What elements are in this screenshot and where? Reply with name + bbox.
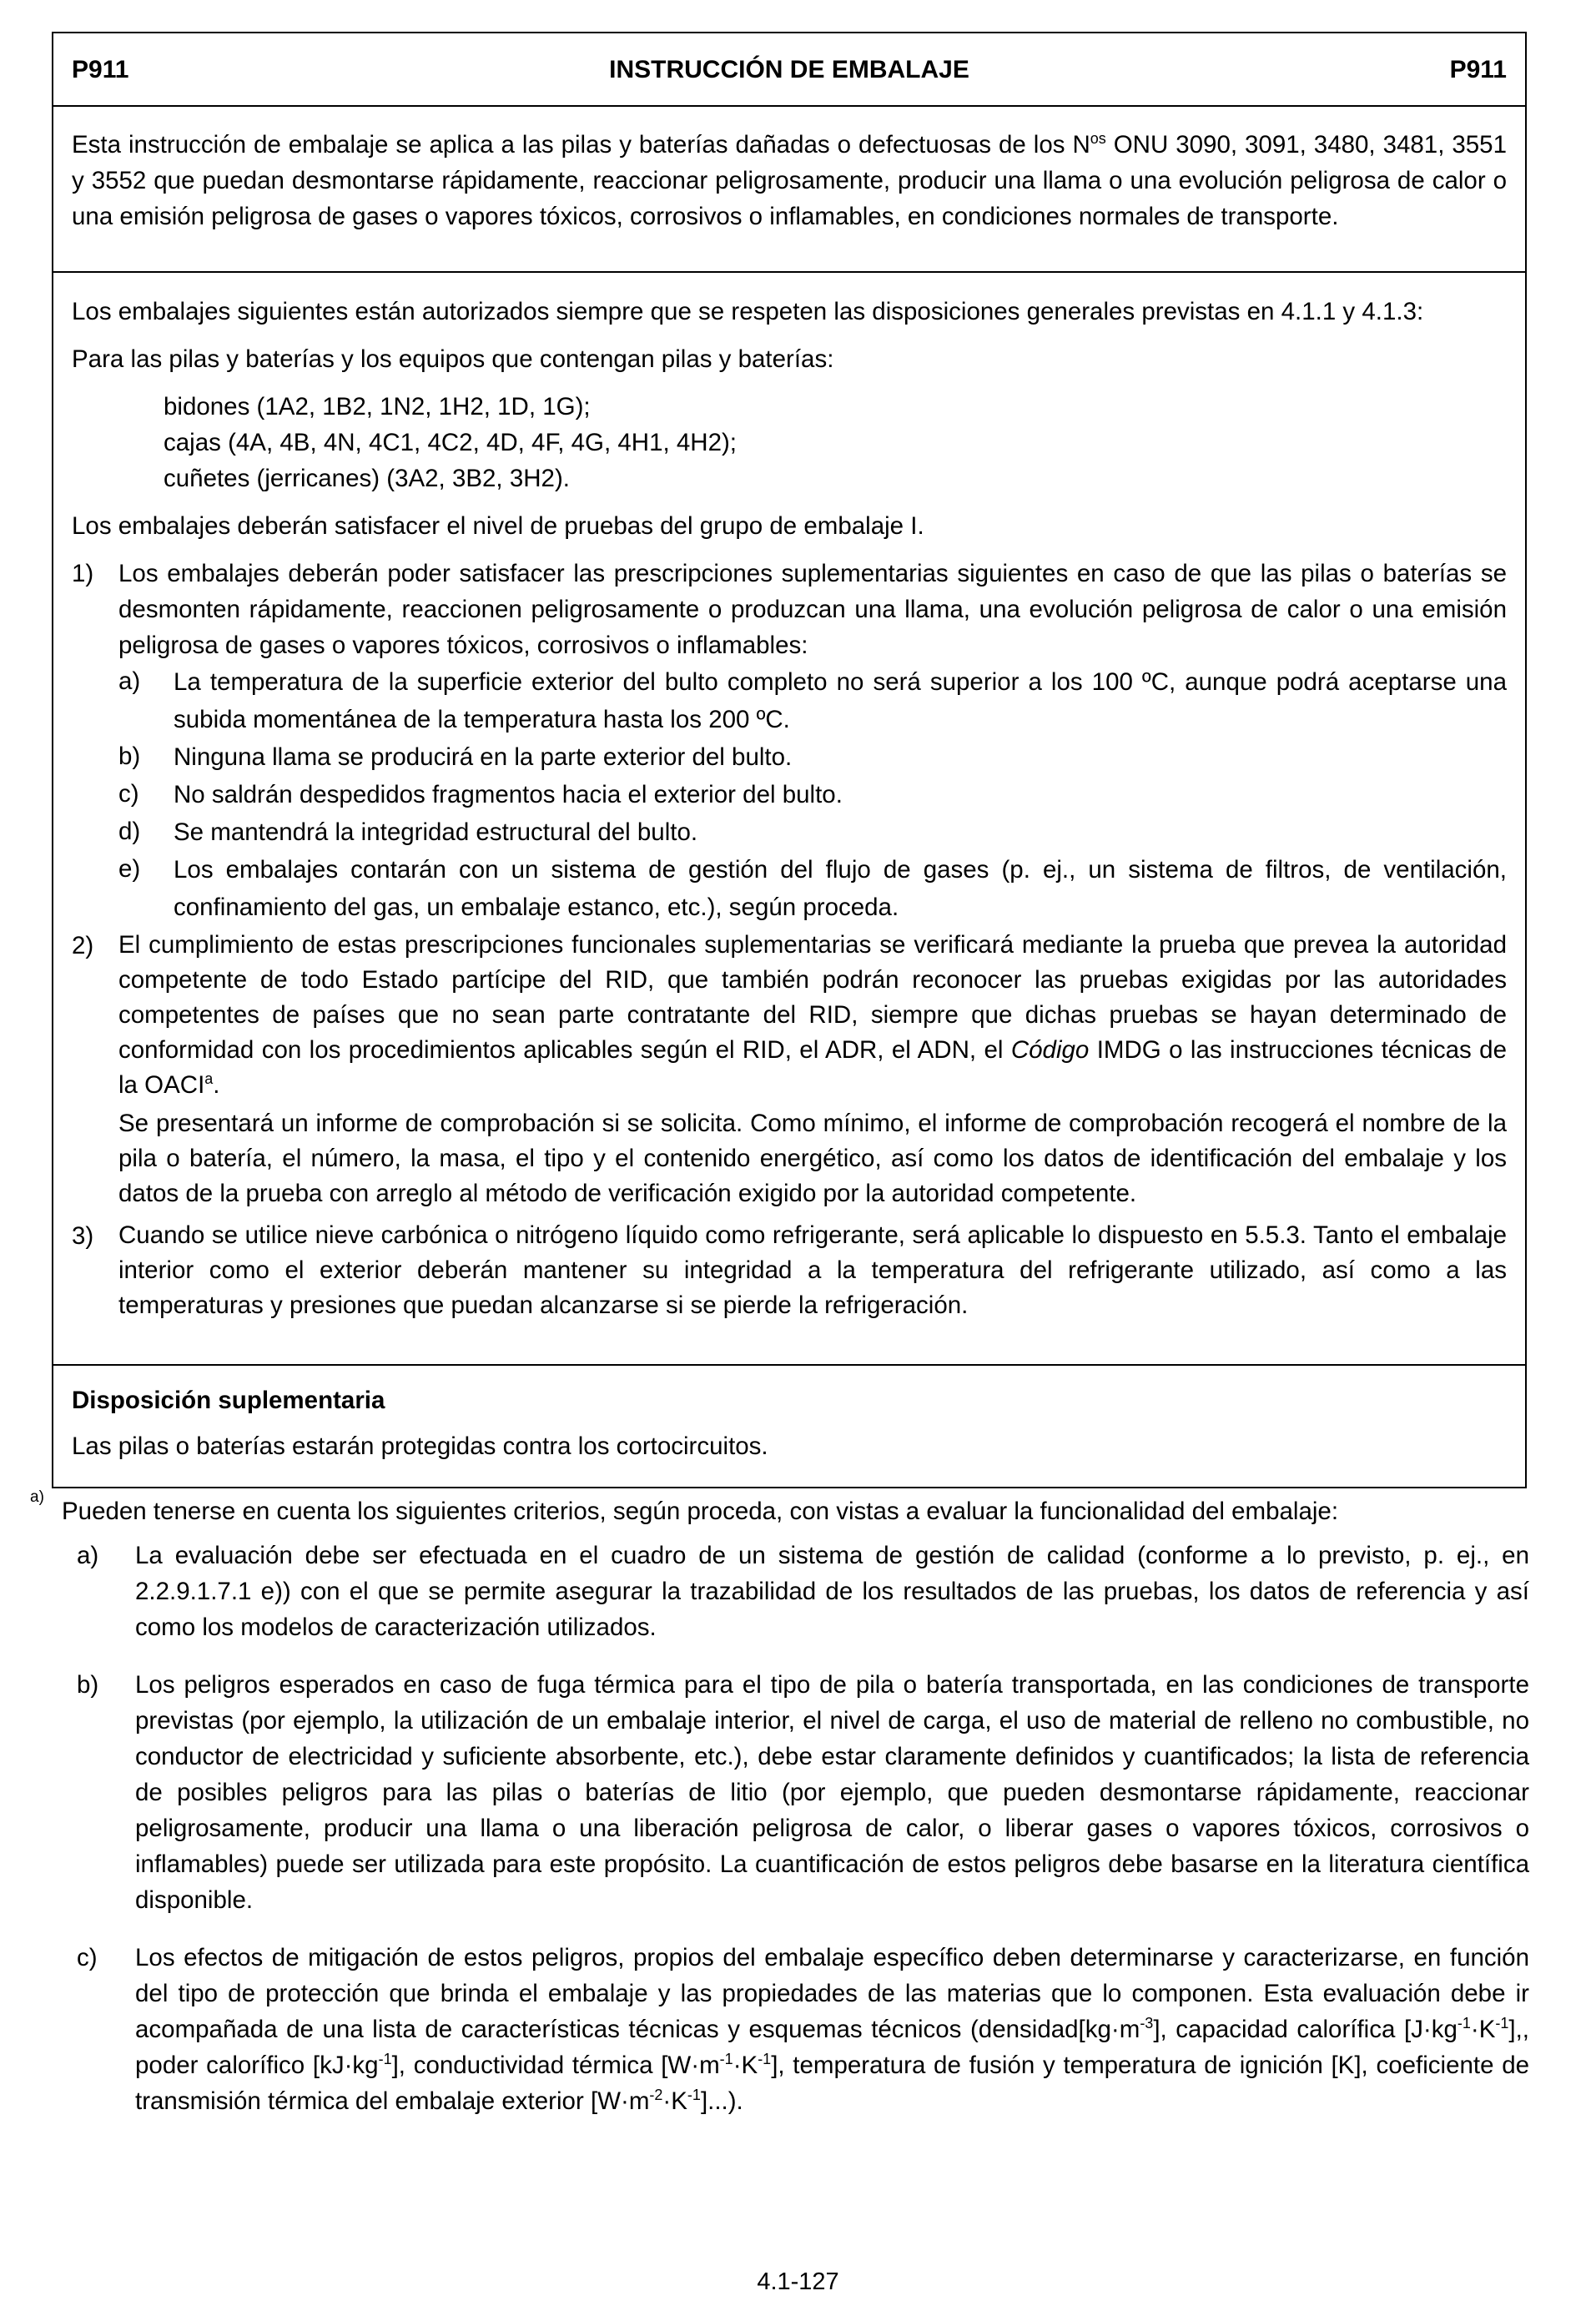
scope-paragraph: Esta instrucción de embalaje se aplica a las pilas y baterías dañadas o defectuosas de los $N^{os}$ ONU 3090, 3091, 3480, 3481, 3551 y 3552 que puedan desmontarse rápidamente, reaccionar peligrosamente, producir una llama o una evolución peligrosa de calor o una emisión peligrosa de gases o vapores tóxicos, corrosivos o inflamables, en condiciones normales de transporte. [72, 130, 1507, 230]
sub-item-a: a) La temperatura de la superficie exterior del bulto completo no será superior a los 100 ºC, aunque podrá aceptarse una subida momentánea de la temperatura hasta los 200 ºC. [118, 667, 1507, 733]
footnote [30, 1488, 1530, 2119]
supplementary-provision-title: Disposición suplementaria [72, 1387, 385, 1414]
supplementary-provision-text: Las pilas o baterías estarán protegidas contra los cortocircuitos. [72, 1432, 768, 1460]
cells-batteries-text: Para las pilas y baterías y los equipos que contengan pilas y baterías: [72, 345, 834, 373]
footnote-item-b: b) Los peligros esperados en caso de fuga térmica para el tipo de pila o batería transportada, en las condiciones de transporte previstas (por ejemplo, la utilización de un embalaje interior, el nivel de carga, el uso de material de relleno no combustible, no conductor de electricidad y suficiente absorbente, etc.), debe estar claramente definidos y cuantificados; la lista de referencia de posibles peligros para las pilas o baterías de litio (por ejemplo, que pueden desmontarse rápidamente, reaccionar peligrosamente, producir una llama o una liberación peligrosa de calor, o liberar gases o vapores tóxicos, corrosivos o inflamables) puede ser utilizada para este propósito. La cuantificación de estos peligros debe basarse en la literatura científica disponible. [77, 1671, 1529, 1914]
item-number: 2) [72, 932, 94, 959]
page-number: 4.1-127 [757, 2268, 839, 2295]
footnote-mark: a) [30, 1488, 44, 1506]
item-text: Los embalajes deberán poder satisfacer las prescripciones suplementarias siguientes en caso de que las pilas o baterías se desmonten rápidamente, reaccionen peligrosamente o produzcan una llama, una evolución peligrosa de calor o una emisión peligrosa de gases o vapores tóxicos, corrosivos o inflamables: [118, 560, 1507, 659]
numbered-item-2 [72, 928, 1507, 1103]
item-number: 1) [72, 560, 94, 587]
numbered-item-3 [72, 1218, 1507, 1323]
requirements-section [72, 294, 1507, 1323]
test-level-text: Los embalajes deberán satisfacer el nivel de pruebas del grupo de embalaje I. [72, 512, 924, 540]
packaging-list [72, 389, 1507, 496]
section-divider [53, 271, 1525, 273]
numbered-item-1 [72, 556, 1507, 663]
verification-report-text: Se presentará un informe de comprobación si se solicita. Como mínimo, el informe de comprobación recogerá el nombre de la pila o batería, el número, la masa, el tipo y el contenido energético, así como los datos de identificación del embalaje y los datos de la prueba con arreglo al método de verificación exigido por la autoridad competente. [118, 1110, 1507, 1207]
sub-item-d: d) Se mantendrá la integridad estructural del bulto. [118, 818, 698, 846]
list-item: cajas (4A, 4B, 4N, 4C1, 4C2, 4D, 4F, 4G, 4H1, 4H2); [164, 429, 737, 456]
instruction-code-right: P911 [1449, 56, 1507, 83]
sub-item-e: e) Los embalajes contarán con un sistema de gestión del flujo de gases (p. ej., un sistema de filtros, de ventilación, confinamiento del gas, un embalaje estanco, etc.), según proceda. [118, 855, 1507, 921]
list-item: bidones (1A2, 1B2, 1N2, 1H2, 1D, 1G); [164, 393, 591, 420]
instruction-code-left: P911 [72, 56, 129, 83]
footnote-item-a: a) La evaluación debe ser efectuada en el cuadro de un sistema de gestión de calidad (conforme a lo previsto, p. ej., en 2.2.9.1.7.1 e)) con el que se permite asegurar la trazabilidad de los resultados de las pruebas, los datos de referencia y así como los modelos de caracterización utilizados. [77, 1542, 1529, 1641]
sub-item-c: c) No saldrán despedidos fragmentos hacia el exterior del bulto. [118, 780, 843, 808]
footnote-item-c: c) Los efectos de mitigación de estos peligros, propios del embalaje específico deben determinarse y caracterizarse, en función del tipo de protección que brinda el embalaje y las propiedades de las materias que lo componen. Esta evaluación debe ir acompañada de una lista de características técnicas y esquemas técnicos ($densidad[kg\cdot m^{-3}]$, capacidad calorífica $[J\cdot kg^{-1}\cdot K^{-1}]$,, poder calorífico $[kJ\cdot kg^{-1}]$, conductividad térmica $[W\cdot m^{-1}\cdot K^{-1}]$, temperatura de fusión y temperatura de ignición [K], coeficiente de transmisión térmica del embalaje exterior $[W\cdot m^{-2}\cdot K^{-1}]$...). [77, 1944, 1530, 2115]
authorized-packagings-text: Los embalajes siguientes están autorizados siempre que se respeten las disposiciones generales previstas en 4.1.1 y 4.1.3: [72, 298, 1424, 325]
item-text: El cumplimiento de estas prescripciones funcionales suplementarias se verificará mediante la prueba que prevea la autoridad competente de todo Estado partícipe del RID, que también podrán reconocer las pruebas exigidas por las autoridades competentes de países que no sean parte contratante del RID, siempre que dichas pruebas se hayan determinado de conformidad con los procedimientos aplicables según el RID, el ADR, el ADN, el Código IMDG o las instrucciones técnicas de la OACI$^a$. [118, 931, 1507, 1099]
item-text: Cuando se utilice nieve carbónica o nitrógeno líquido como refrigerante, será aplicable lo dispuesto en 5.5.3. Tanto el embalaje interior como el exterior deberán mantener su integridad a la temperatura del refrigerante utilizado, así como a las temperaturas y presiones que puedan alcanzarse si se pierde la refrigeración. [118, 1221, 1507, 1319]
footnote-intro: Pueden tenerse en cuenta los siguientes criterios, según proceda, con vistas a evaluar la funcionalidad del embalaje: [62, 1498, 1339, 1525]
packing-instruction-table [52, 32, 1527, 1366]
table-header [53, 33, 1525, 107]
list-item: cuñetes (jerricanes) (3A2, 3B2, 3H2). [164, 465, 570, 492]
supplementary-provision-box [52, 1366, 1527, 1488]
item-number: 3) [72, 1222, 94, 1250]
table-title: INSTRUCCIÓN DE EMBALAJE [609, 56, 969, 83]
sub-item-b: b) Ninguna llama se producirá en la parte exterior del bulto. [118, 743, 793, 771]
